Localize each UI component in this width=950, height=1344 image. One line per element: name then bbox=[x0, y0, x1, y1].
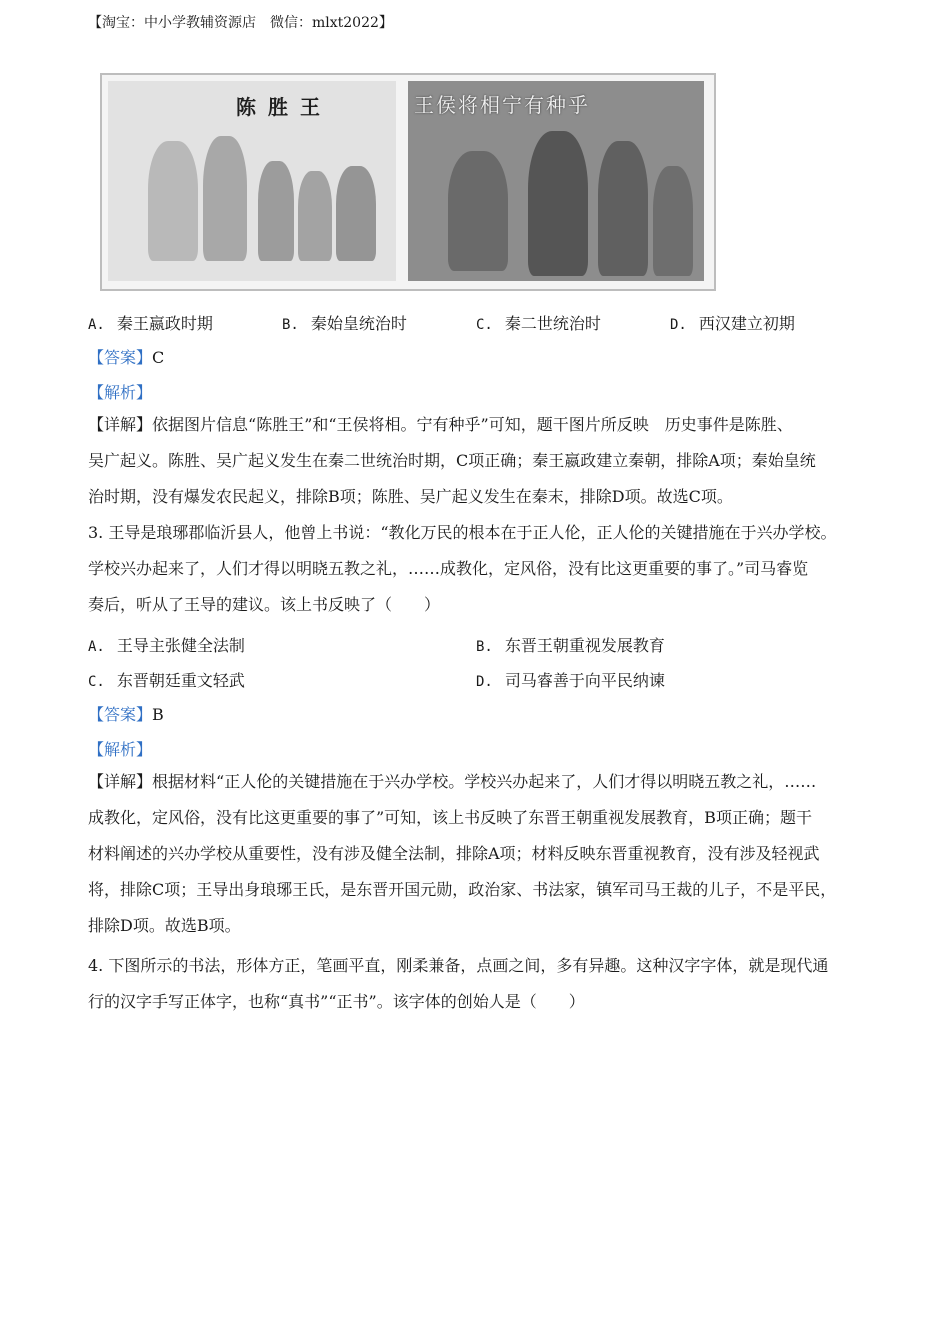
q3-stem: 3. 王导是琅琊郡临沂县人，他曾上书说：“教化万民的根本在于正人伦，正人伦的关键措施在于兴办学校。 学校兴办起来了，人们才得以明晓五教之礼，……成教化，定风俗，没有比这更重要的事了。”司马睿览 奏后，听从了王导的建议。该上书反映了（ ） bbox=[88, 523, 837, 614]
question-illustration bbox=[100, 73, 716, 291]
q2-answer: 【答案】C bbox=[88, 348, 165, 367]
left-panel-caption: 陈胜王 bbox=[236, 95, 332, 119]
q3-option-b: B. 东晋王朝重视发展教育 bbox=[476, 636, 665, 655]
q4-stem: 4. 下图所示的书法，形体方正，笔画平直，刚柔兼备，点画之间，多有异趣。这种汉字字体，就是现代通 行的汉字手写正体字，也称“真书”“正书”。该字体的创始人是（ ） bbox=[88, 956, 829, 1011]
q3-answer: 【答案】B bbox=[88, 705, 164, 724]
rebellion-panel bbox=[408, 81, 704, 281]
q2-option-c: C. 秦二世统治时 bbox=[476, 314, 601, 333]
q2-option-a: A. 秦王嬴政时期 bbox=[88, 314, 213, 333]
q3-analysis-label: 【解析】 bbox=[88, 740, 153, 759]
q2-option-b: B. 秦始皇统治时 bbox=[282, 314, 407, 333]
q2-detail: 【详解】依据图片信息“陈胜王”和“王侯将相。宁有种乎”可知，题干图片所反映 历史事件是陈胜、 吴广起义。陈胜、吴广起义发生在秦二世统治时期，C项正确；秦王嬴政建立秦朝，排除A项；秦始皇统 治时期，没有爆发农民起义，排除B项；陈胜、吴广起义发生在秦末，排除D项。故选C项。 bbox=[88, 415, 816, 506]
q3-option-a: A. 王导主张健全法制 bbox=[88, 636, 245, 655]
q3-option-c: C. 东晋朝廷重文轻武 bbox=[88, 671, 245, 690]
q3-detail: 【详解】根据材料“正人伦的关键措施在于兴办学校。学校兴办起来了，人们才得以明晓五教之礼，…… 成教化，定风俗，没有比这更重要的事了”可知，该上书反映了东晋王朝重视发展教育，B项正确；题干 材料阐述的兴办学校从重要性，没有涉及健全法制，排除A项；材料反映东晋重视教育，没有涉及轻视武 将，排除C项；王导出身琅琊王氏，是东晋开国元勋，政治家、书法家，镇军司马王裁的儿子，不是平民， 排除D项。故选B项。 bbox=[88, 772, 837, 935]
q2-option-d: D. 西汉建立初期 bbox=[670, 314, 795, 333]
chen-sheng-wang-panel bbox=[108, 81, 396, 281]
page-header-watermark: 【淘宝：中小学教辅资源店 微信：mlxt2022】 bbox=[88, 15, 393, 31]
q2-analysis-label: 【解析】 bbox=[88, 383, 153, 402]
q3-option-d: D. 司马睿善于向平民纳谏 bbox=[476, 671, 665, 690]
right-panel-caption: 王侯将相宁有种乎 bbox=[414, 93, 590, 117]
